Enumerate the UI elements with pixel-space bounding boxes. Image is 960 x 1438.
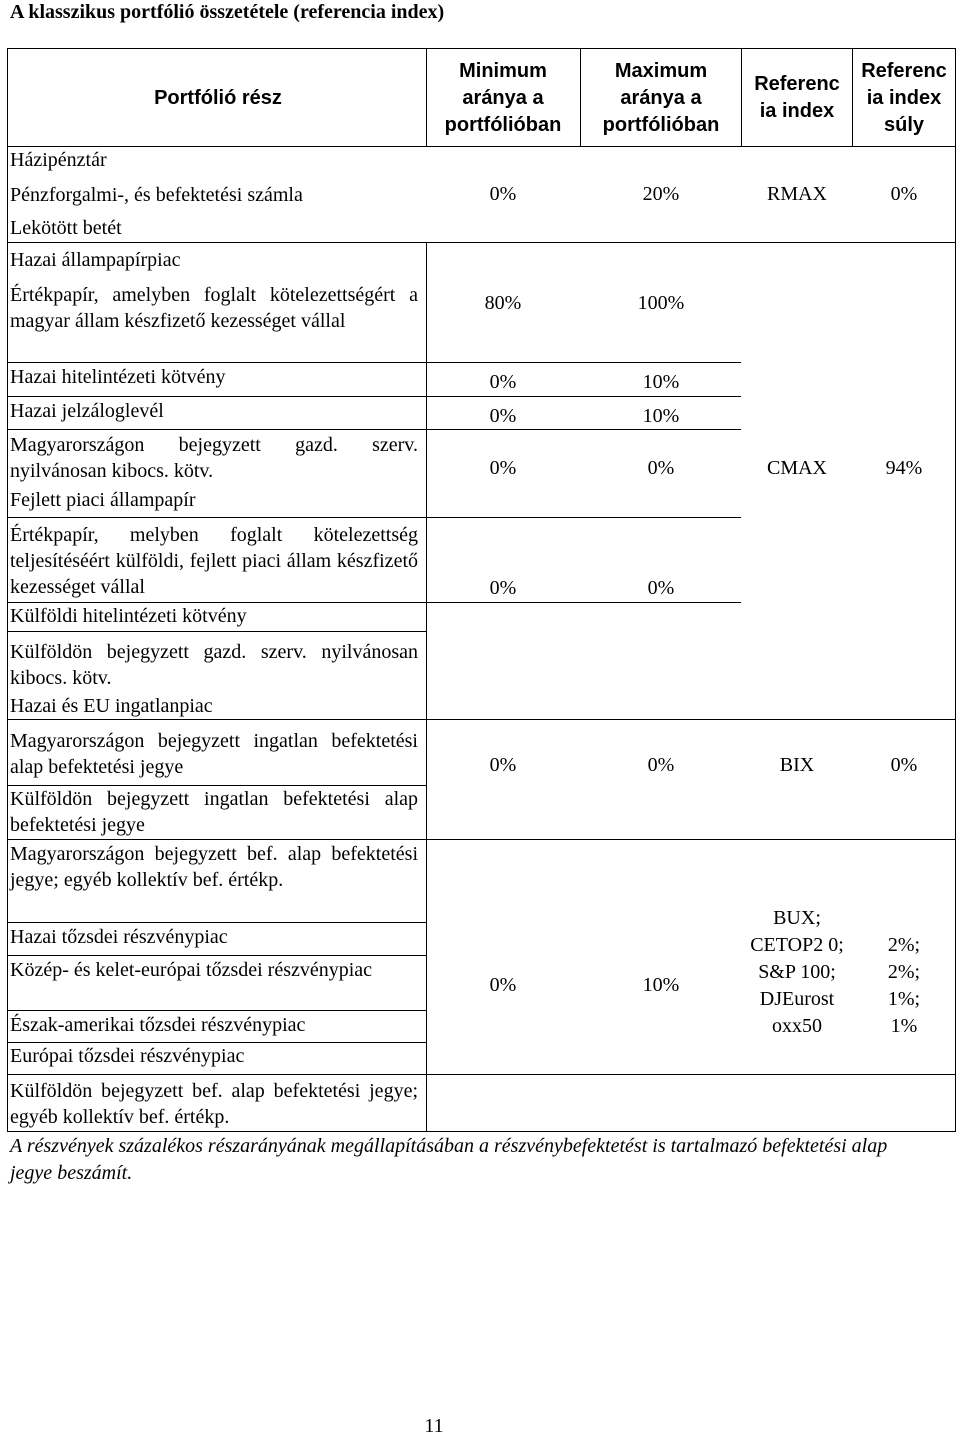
col-divider — [426, 48, 427, 146]
min-value: 0% — [489, 371, 517, 393]
row-divider — [7, 922, 427, 923]
col-divider — [426, 242, 427, 492]
row-divider — [7, 719, 956, 720]
row-divider — [7, 631, 427, 632]
row-label: Házipénztár — [10, 149, 107, 171]
row-label: Értékpapír, amelyben foglalt kötelezettségért a magyar állam készfizető kezességet vállal — [10, 284, 418, 332]
max-value: 10% — [642, 405, 680, 427]
max-value: 100% — [637, 292, 685, 314]
row-label: Hazai és EU ingatlanpiac — [10, 695, 213, 717]
reference-weight: 2%; 2%; 1%; 1% — [887, 934, 921, 1037]
row-divider — [7, 242, 956, 243]
min-value: 0% — [489, 457, 517, 479]
row-label: Külföldön bejegyzett gazd. szerv. nyilvánosan kibocs. kötv. — [10, 641, 418, 689]
row-label: Hazai hitelintézeti kötvény — [10, 366, 226, 388]
row-divider — [7, 517, 741, 518]
row-divider — [7, 1074, 956, 1075]
row-label: Külföldön bejegyzett ingatlan befektetési alap befektetési jegye — [10, 788, 418, 836]
reference-index: BUX; CETOP2 0; S&P 100; DJEurost oxx50 — [750, 907, 844, 1037]
header-maximum: Maximum aránya a portfólióban — [602, 60, 720, 136]
reference-weight: 0% — [890, 754, 918, 776]
row-label: Lekötött betét — [10, 217, 122, 239]
row-label: Magyarországon bejegyzett bef. alap befektetési jegye; egyéb kollektív bef. értékp. — [10, 843, 418, 891]
min-value: 80% — [484, 292, 522, 314]
header-reference-weight: Referenc ia index súly — [861, 60, 947, 136]
page-title: A klasszikus portfólió összetétele (referencia index) — [10, 1, 445, 23]
reference-index: BIX — [779, 754, 815, 776]
row-label: Magyarországon bejegyzett gazd. szerv. nyilvánosan kibocs. kötv. — [10, 434, 418, 482]
reference-weight: 94% — [885, 457, 923, 479]
row-label: Értékpapír, melyben foglalt kötelezettség teljesítéséért külföldi, fejlett piaci állam készfizető kezességet vállal — [10, 524, 418, 598]
min-value: 0% — [489, 974, 517, 996]
row-label: Európai tőzsdei részvénypiac — [10, 1045, 245, 1067]
min-value: 0% — [489, 405, 517, 427]
min-value: 0% — [489, 577, 517, 599]
row-divider — [7, 955, 427, 956]
row-divider — [7, 839, 956, 840]
row-divider — [7, 362, 741, 363]
row-label: Külföldön bejegyzett bef. alap befektetési jegye; egyéb kollektív bef. értékp. — [10, 1080, 418, 1128]
row-label: Hazai tőzsdei részvénypiac — [10, 926, 228, 948]
header-minimum: Minimum aránya a portfólióban — [444, 60, 562, 136]
row-label: Pénzforgalmi-, és befektetési számla — [10, 184, 303, 206]
row-label: Magyarországon bejegyzett ingatlan befektetési alap befektetési jegye — [10, 730, 418, 778]
row-divider — [7, 396, 741, 397]
min-value: 0% — [489, 754, 517, 776]
header-portfolio-part: Portfólió rész — [154, 87, 282, 109]
row-label: Hazai jelzáloglevél — [10, 400, 164, 422]
footnote: A részvények százalékos részarányának megállapításában a részvénybefektetést is tartalmazó befektetési alap jegye beszámít. — [10, 1135, 888, 1184]
col-divider — [426, 492, 427, 1132]
max-value: 0% — [647, 754, 675, 776]
row-label: Külföldi hitelintézeti kötvény — [10, 605, 247, 627]
row-label: Hazai állampapírpiac — [10, 249, 181, 271]
max-value: 20% — [642, 183, 680, 205]
header-reference-index: Referenc ia index — [754, 73, 840, 122]
max-value: 0% — [647, 457, 675, 479]
col-divider — [852, 48, 853, 146]
max-value: 10% — [642, 974, 680, 996]
row-label: Észak-amerikai tőzsdei részvénypiac — [10, 1014, 306, 1036]
page-number: 11 — [424, 1415, 444, 1437]
row-label: Fejlett piaci állampapír — [10, 489, 196, 511]
reference-index: CMAX — [766, 457, 827, 479]
row-divider — [7, 1010, 427, 1011]
row-label: Közép- és kelet-európai tőzsdei részvénypiac — [10, 959, 373, 981]
max-value: 0% — [647, 577, 675, 599]
col-divider — [580, 48, 581, 146]
col-divider — [741, 48, 742, 146]
min-value: 0% — [489, 183, 517, 205]
reference-index: RMAX — [766, 183, 827, 205]
max-value: 10% — [642, 371, 680, 393]
reference-weight: 0% — [890, 183, 918, 205]
